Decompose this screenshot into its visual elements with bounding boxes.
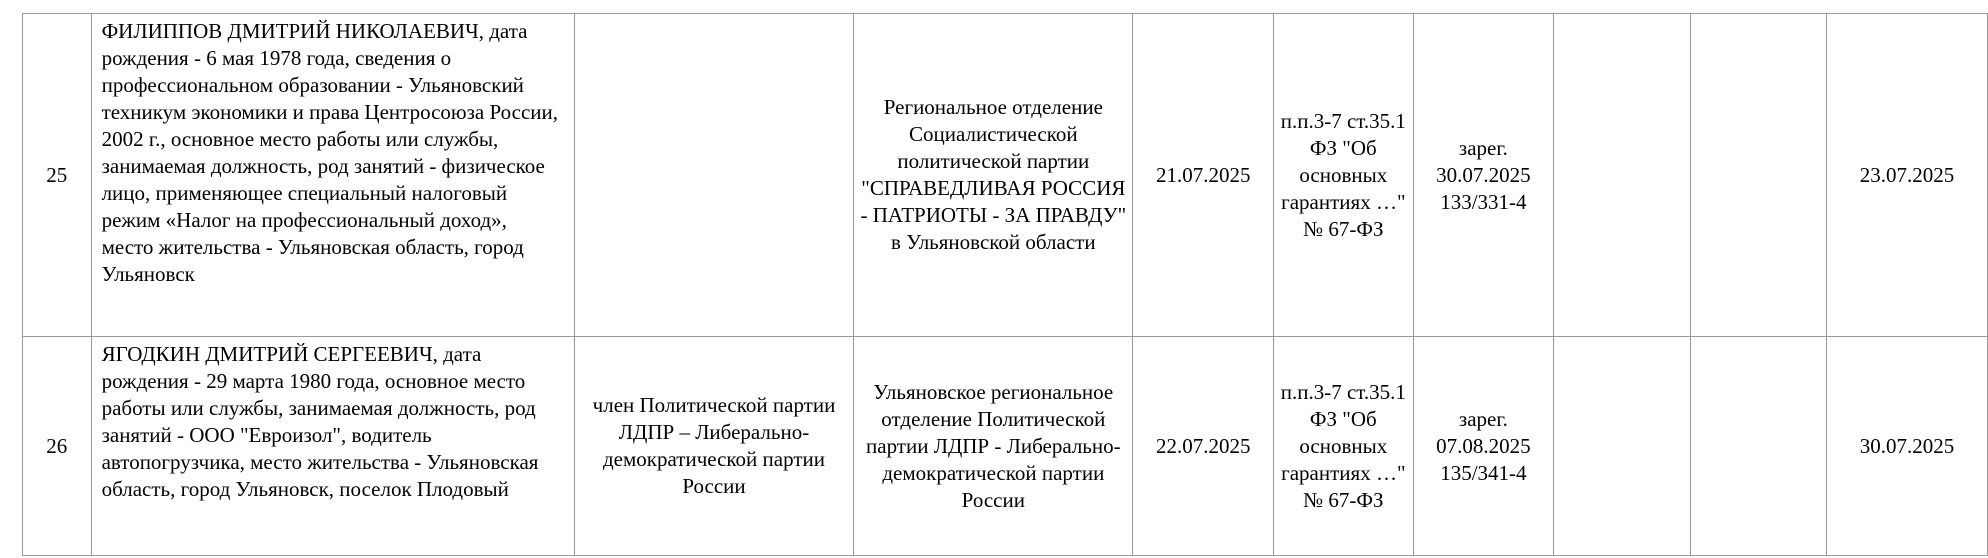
party-membership: член Политической партии ЛДПР – Либерально-демократической партии России — [574, 337, 853, 556]
row-number: 25 — [23, 14, 92, 337]
final-date: 23.07.2025 — [1827, 14, 1988, 337]
law-basis: п.п.3-7 ст.35.1 ФЗ "Об основных гарантиях …" № 67-ФЗ — [1274, 14, 1413, 337]
table-row — [23, 337, 1988, 556]
law-basis: п.п.3-7 ст.35.1 ФЗ "Об основных гарантиях …" № 67-ФЗ — [1274, 337, 1413, 556]
candidate-info: ЯГОДКИН ДМИТРИЙ СЕРГЕЕВИЧ, дата рождения - 29 марта 1980 года, основное место работы или службы, занимаемая должность, род занятий - ООО "Евроизол", водитель автопогрузчика, место жительства - Ульяновская область, город Ульяновск, поселок Плодовый — [91, 337, 574, 556]
empty-cell — [1554, 14, 1691, 337]
registration-status: зарег. 07.08.2025 135/341-4 — [1413, 337, 1554, 556]
nomination-date: 22.07.2025 — [1133, 337, 1274, 556]
nomination-date: 21.07.2025 — [1133, 14, 1274, 337]
registration-status: зарег. 30.07.2025 133/331-4 — [1413, 14, 1554, 337]
final-date: 30.07.2025 — [1827, 337, 1988, 556]
party-membership — [574, 14, 853, 337]
candidates-table — [22, 13, 1988, 556]
row-number: 26 — [23, 337, 92, 556]
empty-cell — [1554, 337, 1691, 556]
candidates-table-wrapper — [22, 13, 1988, 556]
candidate-info: ФИЛИППОВ ДМИТРИЙ НИКОЛАЕВИЧ, дата рождения - 6 мая 1978 года, сведения о профессиональном образовании - Ульяновский техникум экономики и права Центросоюза России, 2002 г., основное место работы или службы, занимаемая должность, род занятий - физическое лицо, применяющее специальный налоговый режим «Налог на профессиональный доход», место жительства - Ульяновская область, город Ульяновск — [91, 14, 574, 337]
table-row — [23, 14, 1988, 337]
nominating-body: Ульяновское региональное отделение Политической партии ЛДПР - Либерально-демократической партии России — [854, 337, 1133, 556]
nominating-body: Региональное отделение Социалистической политической партии "СПРАВЕДЛИВАЯ РОССИЯ - ПАТРИОТЫ - ЗА ПРАВДУ" в Ульяновской области — [854, 14, 1133, 337]
empty-cell — [1691, 337, 1827, 556]
empty-cell — [1691, 14, 1827, 337]
